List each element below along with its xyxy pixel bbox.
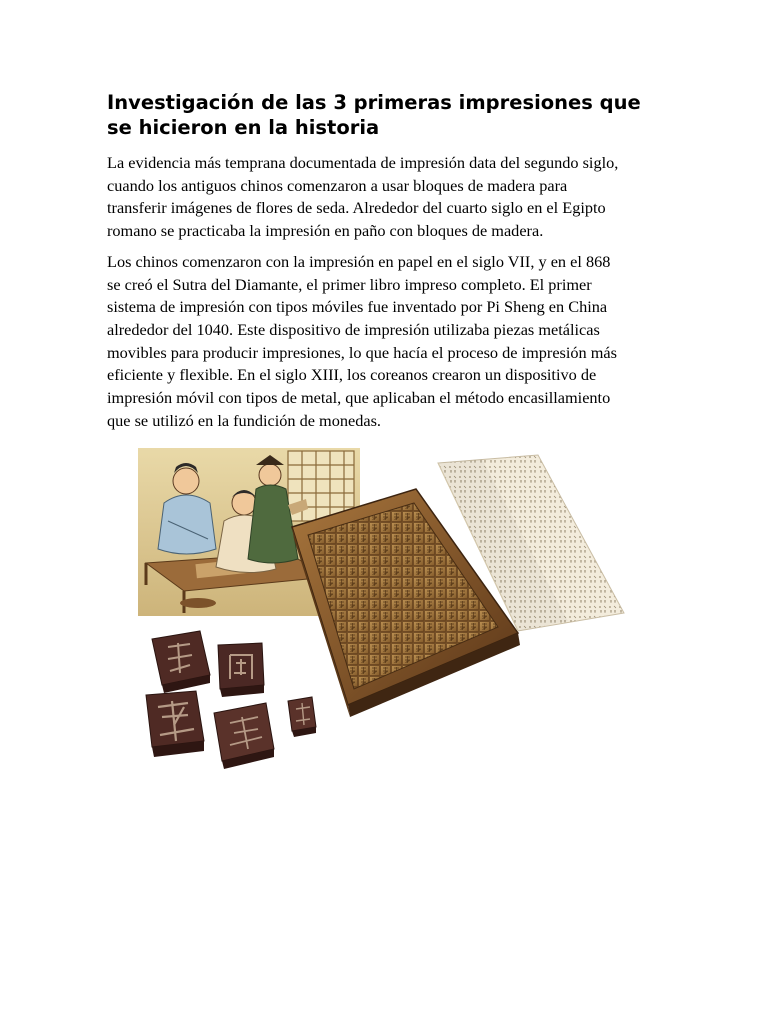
- stamp-1: [152, 631, 210, 693]
- stamp-5: [288, 697, 316, 737]
- metal-type-stamps: [146, 631, 316, 769]
- paragraph-2: Los chinos comenzaron con la impresión en papel en el siglo VII, y en el 868 se creó el Sutra del Diamante, el primer libro impreso completo. El primer sistema de impresión con tipos móviles fue inventado por Pi Sheng en China alrededor del 1040. Este dispositivo de impresión utilizaba piezas metálicas movibles para producir impresiones, lo que hacía el proceso de impresión más eficiente y flexible. En el siglo XIII, los coreanos crearon un dispositivo de impresión móvil con tipos de metal, que aplicaban el método encasillamiento que se utilizó en la fundición de monedas.: [107, 251, 617, 430]
- stamp-4: [214, 703, 274, 769]
- stamp-3: [146, 691, 204, 757]
- stamp-2: [218, 643, 264, 697]
- printing-history-illustration: [138, 445, 630, 775]
- document-title: Investigación de las 3 primeras impresiones que se hicieron en la historia: [107, 91, 641, 139]
- paragraph-1: La evidencia más temprana documentada de impresión data del segundo siglo, cuando los antiguos chinos comenzaron a usar bloques de madera para transferir imágenes de flores de seda. Alrededor del cuarto siglo en el Egipto romano se practicaba la impresión en paño con bloques de madera.: [107, 153, 619, 241]
- document-content: [107, 90, 667, 440]
